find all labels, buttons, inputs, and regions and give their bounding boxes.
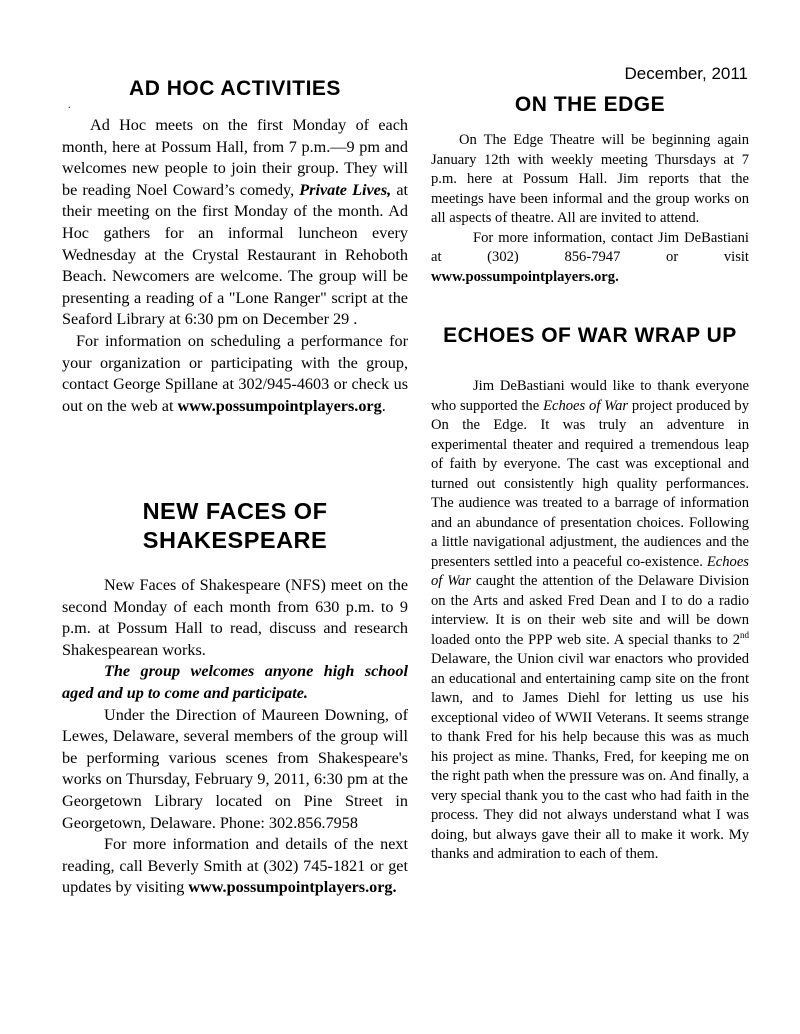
issue-date: December, 2011 [624,64,748,83]
edge-heading: ON THE EDGE [514,93,666,116]
website-link[interactable]: www.possumpointplayers.org. [188,878,397,897]
nfs-body [62,575,408,899]
echoes-body [431,377,749,865]
edge-paragraph-1: On The Edge Theatre will be beginning again January 12th with weekly meeting Thursdays at 7 p.m. here at Possum Hall. Jim reports that the meetings have been informal and the group works on all aspects of theatre. All are invited to attend. [431,132,749,226]
edge-paragraph-2: For more information, contact Jim DeBastiani at (302) 856-7947 or visit www.possumpointplayers.org. [431,229,749,285]
adhoc-body [62,115,408,417]
adhoc-paragraph-2: For information on scheduling a performance for your organization or participating with the group, contact George Spillane at 302/945-4603 or check us out on the web at www.possumpointplayers.org. [62,331,408,415]
website-link[interactable]: www.possumpointplayers.org. [431,268,619,285]
adhoc-heading: AD HOC ACTIVITIES [129,77,341,100]
stray-dot: . [68,100,71,111]
nfs-paragraph-4: For more information and details of the next reading, call Beverly Smith at (302) 745-1821 or get updates by visiting www.possumpointplayers.org. [62,835,408,897]
adhoc-paragraph-1: Ad Hoc meets on the first Monday of each month, here at Possum Hall, from 7 p.m.—9 pm and welcomes new people to join their group. They will be reading Noel Coward’s comedy, Private Lives, at their meeting on the first Monday of the month. Ad Hoc gathers for an informal luncheon every Wednesday at the Crystal Restaurant in Rehoboth Beach. Newcomers are welcome. The group will be presenting a reading of a "Lone Ranger" script at the Seaford Library at 6:30 pm on December 29 . [62,116,408,329]
website-link[interactable]: www.possumpointplayers.org [177,396,382,415]
nfs-paragraph-1: New Faces of Shakespeare (NFS) meet on the second Monday of each month from 630 p.m. to 9 p.m. at Possum Hall to read, discuss and research Shakespearean works. [62,576,408,659]
nfs-paragraph-3: Under the Direction of Maureen Downing, of Lewes, Delaware, several members of the group will be performing various scenes from Shakespeare's works on Thursday, February 9, 2011, 6:30 pm at the Georgetown Library located on Pine Street in Georgetown, Delaware. Phone: 302.856.7958 [62,705,408,832]
nfs-paragraph-2: The group welcomes anyone high school aged and up to come and participate. [62,662,408,702]
nfs-heading: NEW FACES OF SHAKESPEARE [142,498,328,553]
echoes-heading: ECHOES OF WAR WRAP UP [443,324,737,347]
edge-body [431,131,749,287]
echoes-paragraph: Jim DeBastiani would like to thank everyone who supported the Echoes of War project produced by On the Edge. It was truly an adventure in experimental theater and required a tremendous leap of faith by everyone. The cast was exceptional and turned out consistently high quality performances. The audience was treated to a barrage of information and an abundance of presentation choices. Following a little navigational adjustment, the audiences and the presenters settled into a peaceful co-existence. Echoes of War caught the attention of the Delaware Division on the Arts and asked Fred Dean and I to do a radio interview. It is on their web site and will be down loaded onto the PPP web site. A special thanks to 2nd Delaware, the Union civil war enactors who provided an educational and entertaining camp site on the front lawn, and to James Diehl for letting us use his exceptional video of WWII Veterans. It seems strange to thank Fred for his help because this was as much his project as mine. Thanks, Fred, for keeping me on the right path when the pressure was on. And finally, a very special thank you to the cast who had faith in the process. They did not always understand what I was doing, but always gave their all to make it work. My thanks and admiration to each of them. [431,378,749,862]
